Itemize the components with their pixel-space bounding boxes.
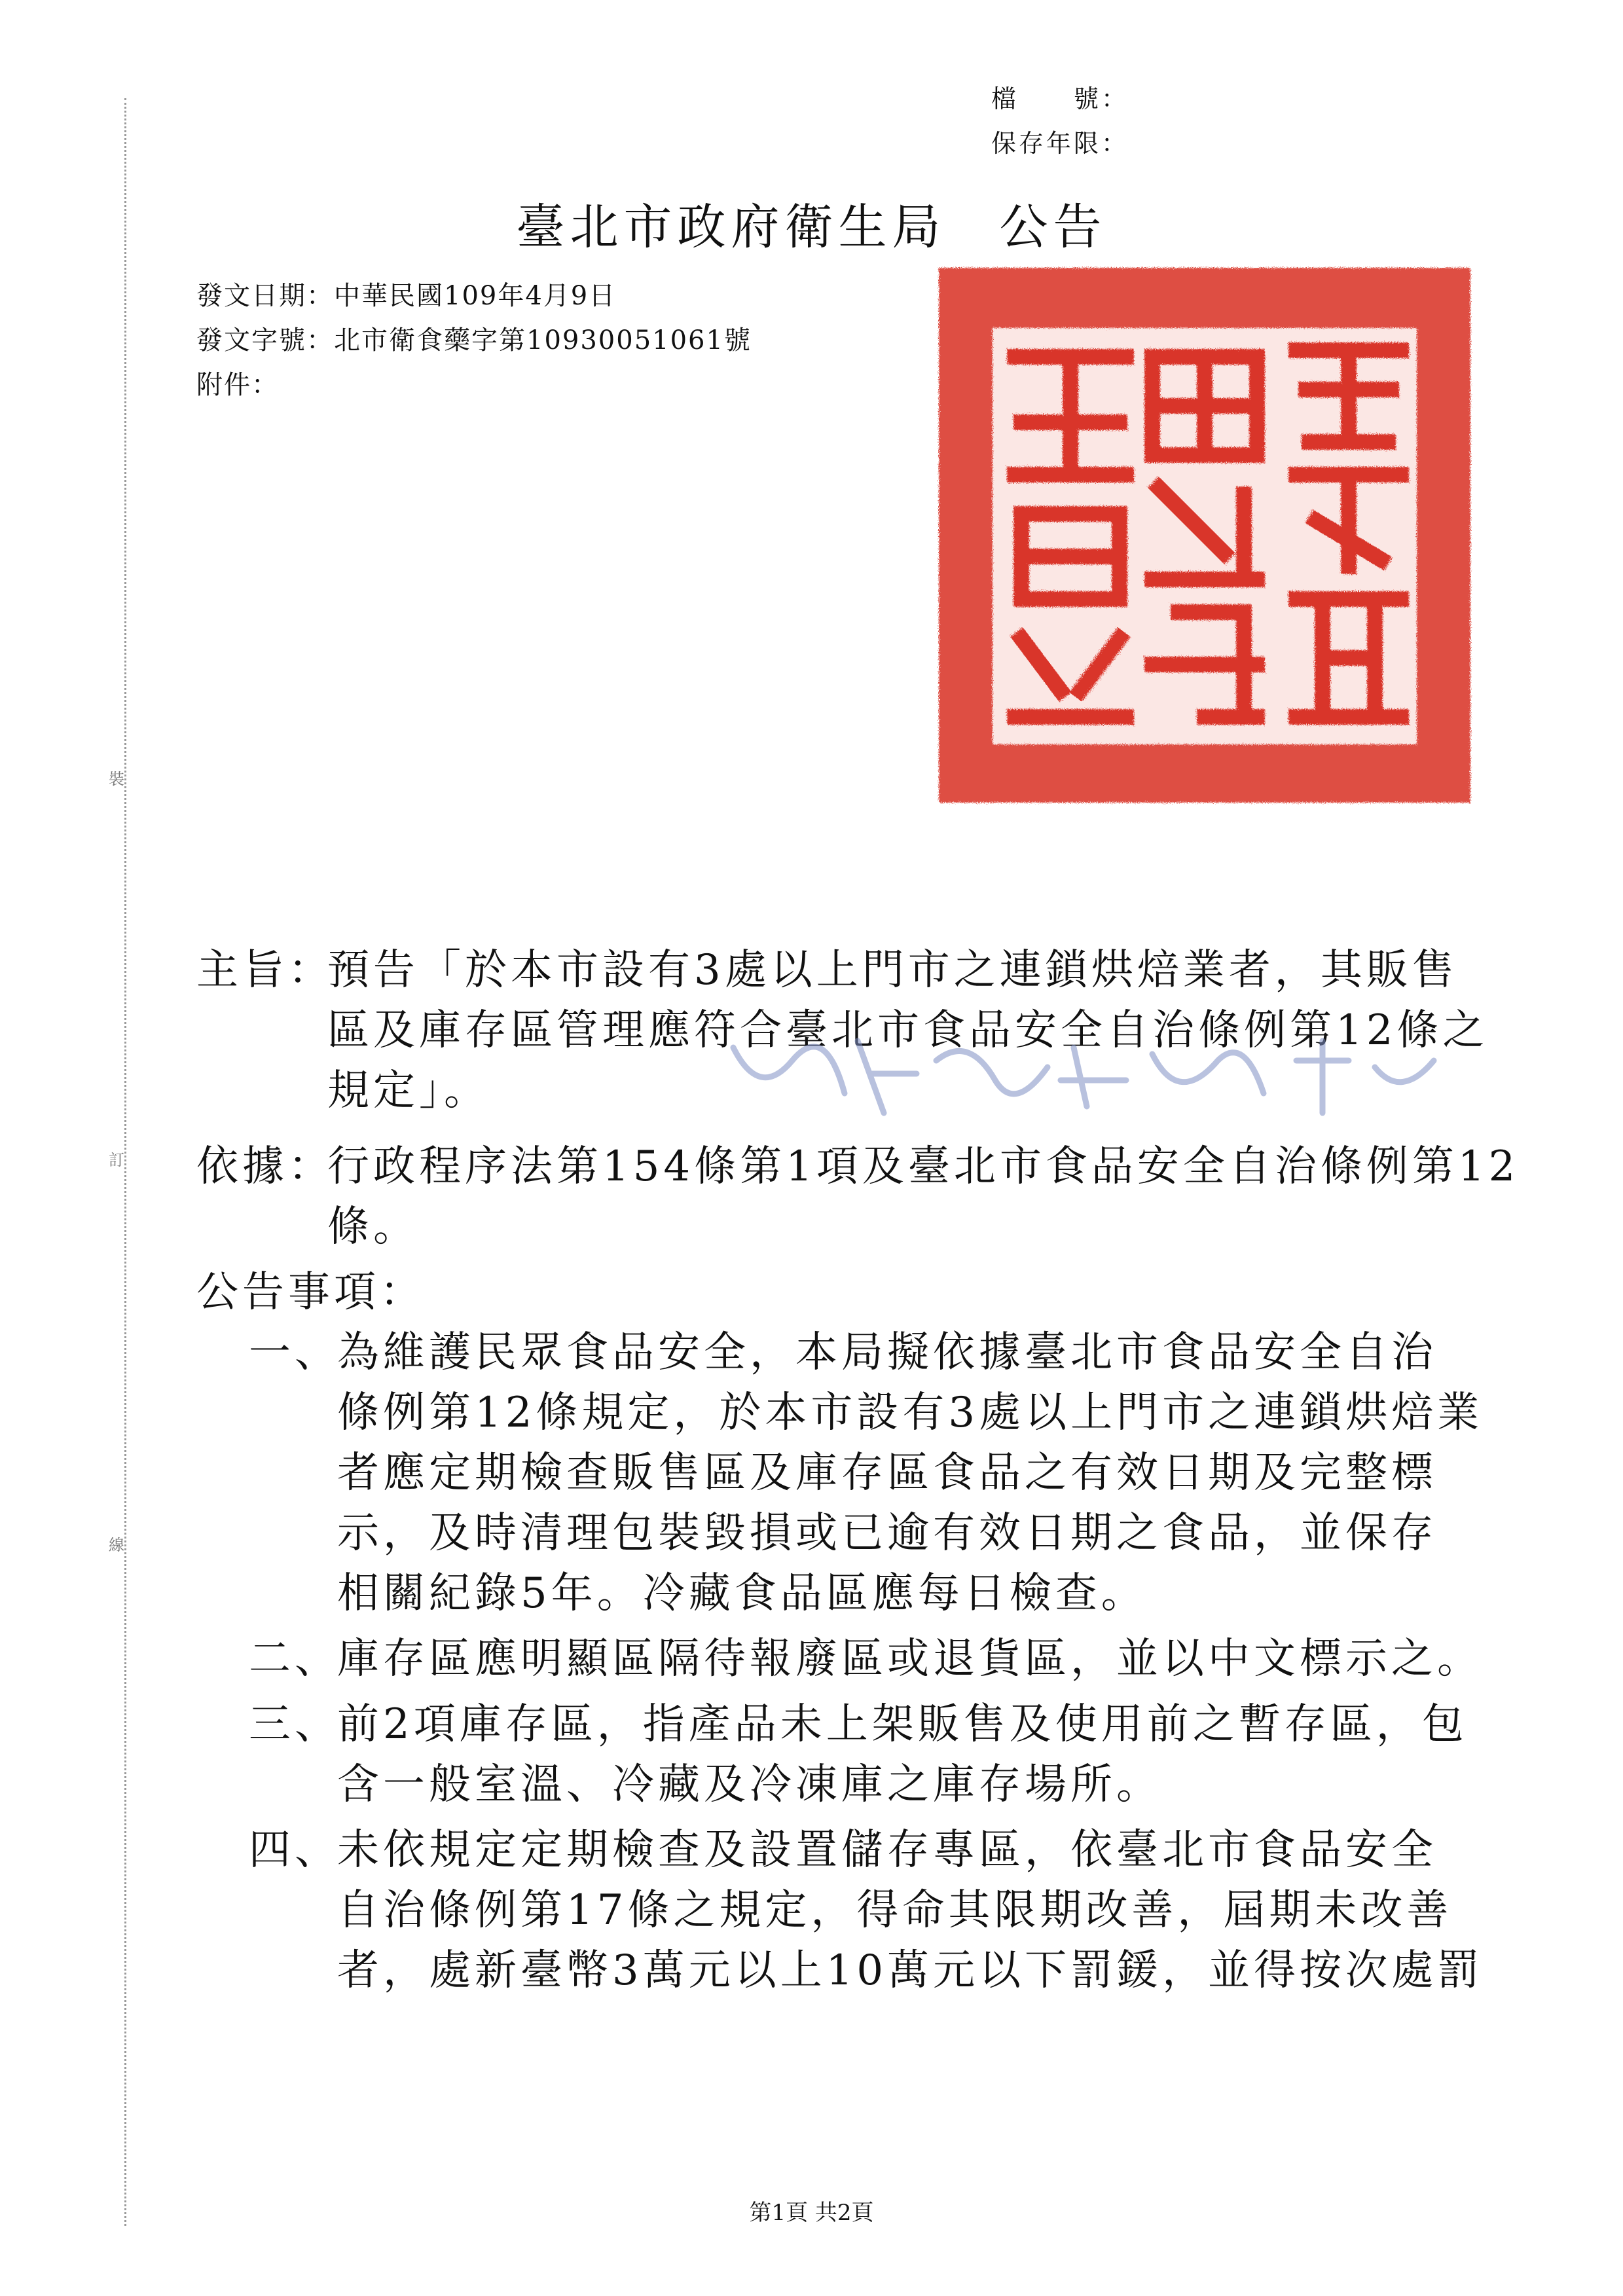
notice-item-4-num: 四、 [249,1826,340,1874]
subject-line-1: 預告「於本市設有3處以上門市之連鎖烘焙業者，其販售 [327,946,1458,994]
page-title: 臺北市政府衛生局 公告 [516,199,1107,255]
binding-mark-xian: 線 [109,1536,124,1554]
notice-item-2-num: 二、 [249,1635,340,1683]
file-number-label: 檔 號： [991,84,1129,113]
page-number: 第1頁 共2頁 [749,2200,874,2226]
binding-mark-ding: 訂 [109,1151,124,1169]
subject-line-3: 規定」。 [327,1066,490,1115]
binding-line [124,98,126,2226]
notice-item-4-line-2: 自治條例第17條之規定，得命其限期改善，屆期未改善 [337,1886,1453,1935]
basis-label: 依據： [196,1142,334,1191]
notice-item-1-line-2: 條例第12條規定，於本市設有3處以上門市之連鎖烘焙業 [337,1389,1484,1437]
official-seal [930,259,1480,812]
notice-item-4-line-1: 未依規定定期檢查及設置儲存專區，依臺北市食品安全 [337,1826,1437,1874]
retention-label: 保存年限： [991,129,1129,158]
handwritten-annotation [720,1021,1473,1126]
subject-line-2: 區及庫存區管理應符合臺北市食品安全自治條例第12條之 [327,1006,1489,1055]
notice-item-4-line-3: 者，處新臺幣3萬元以上10萬元以下罰鍰，並得按次處罰 [337,1946,1484,1995]
subject-label: 主旨： [196,946,334,994]
notice-item-1-num: 一、 [249,1328,340,1377]
notice-item-1-line-3: 者應定期檢查販售區及庫存區食品之有效日期及完整標 [337,1449,1437,1497]
issue-date: 發文日期：中華民國109年4月9日 [196,281,617,311]
basis-line-1: 行政程序法第154條第1項及臺北市食品安全自治條例第12 [327,1142,1520,1191]
attachment-label: 附件： [196,370,279,400]
notice-item-2-line-1: 庫存區應明顯區隔待報廢區或退貨區，並以中文標示之。 [337,1635,1483,1683]
notice-item-1-line-1: 為維護民眾食品安全，本局擬依據臺北市食品安全自治 [337,1328,1437,1377]
notice-label: 公告事項： [196,1268,426,1317]
basis-line-2: 條。 [327,1203,419,1251]
notice-item-3-line-2: 含一般室溫、冷藏及冷凍庫之庫存場所。 [337,1760,1162,1809]
notice-item-1-line-5: 相關紀錄5年。冷藏食品區應每日檢查。 [337,1569,1147,1618]
doc-number: 發文字號：北市衛食藥字第10930051061號 [196,325,752,355]
notice-item-1-line-4: 示，及時清理包裝毀損或已逾有效日期之食品，並保存 [337,1509,1437,1558]
binding-mark-zhuang: 裝 [109,770,124,788]
notice-item-3-num: 三、 [249,1700,340,1749]
notice-item-3-line-1: 前2項庫存區，指產品未上架販售及使用前之暫存區，包 [337,1700,1468,1749]
